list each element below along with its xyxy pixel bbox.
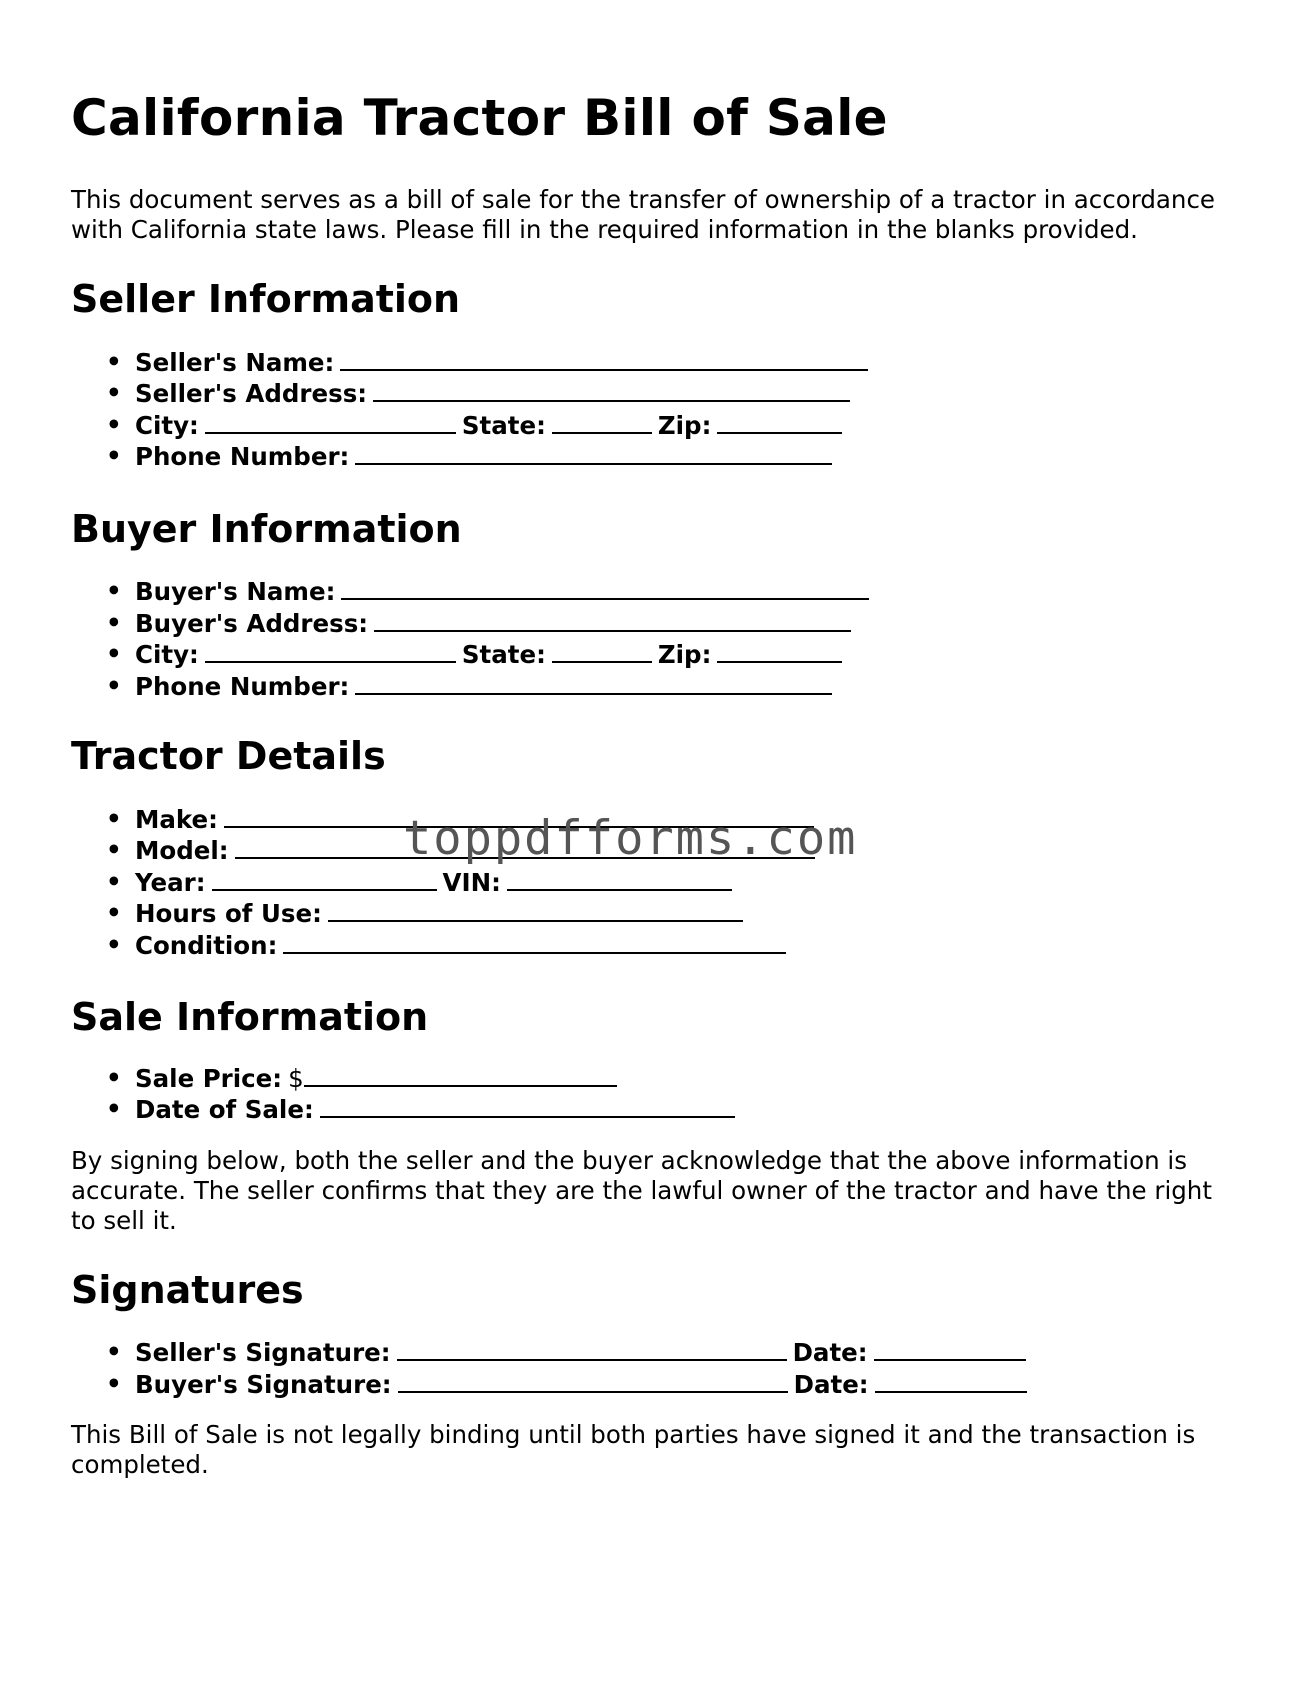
seller-state-label: State:	[461, 410, 546, 440]
tractor-vin-label: VIN:	[442, 867, 501, 897]
seller-city-field[interactable]	[205, 410, 456, 434]
buyer-name-item	[135, 576, 1241, 608]
sale-price-field[interactable]	[304, 1063, 617, 1087]
tractor-condition-item	[135, 930, 1241, 962]
buyer-phone-label: Phone Number:	[135, 671, 350, 701]
document-title: California Tractor Bill of Sale	[71, 89, 888, 147]
buyer-field-list	[71, 576, 1241, 702]
sale-price-currency: $	[288, 1063, 304, 1093]
seller-zip-label: Zip:	[657, 410, 712, 440]
tractor-make-label: Make:	[135, 804, 218, 834]
buyer-zip-label: Zip:	[657, 640, 712, 670]
buyer-address-field[interactable]	[374, 608, 851, 632]
sale-price-label: Sale Price:	[135, 1063, 283, 1093]
acknowledgement-paragraph: By signing below, both the seller and the buyer acknowledge that the above information is accurate. The seller confirms that they are the lawful owner of the tractor and have the right to sell it.	[71, 1145, 1212, 1235]
seller-phone-field[interactable]	[355, 441, 832, 465]
buyer-city-label: City:	[135, 640, 199, 670]
signature-field-list	[71, 1337, 1241, 1400]
seller-signature-date-field[interactable]	[874, 1337, 1026, 1361]
buyer-phone-item	[135, 671, 1241, 703]
seller-zip-field[interactable]	[717, 410, 842, 434]
seller-name-item	[135, 347, 1241, 379]
tractor-hours-item	[135, 898, 1241, 930]
sale-section-heading: Sale Information	[71, 995, 429, 1040]
seller-section-heading: Seller Information	[71, 277, 461, 321]
buyer-signature-field[interactable]	[398, 1369, 788, 1393]
buyer-signature-label: Buyer's Signature:	[135, 1369, 392, 1399]
sale-date-label: Date of Sale:	[135, 1095, 314, 1125]
seller-name-label: Seller's Name:	[135, 347, 335, 377]
buyer-section-heading: Buyer Information	[71, 506, 462, 551]
intro-paragraph: This document serves as a bill of sale for the transfer of ownership of a tractor in accordance with California state laws. Please fill in the required information in the blanks provided.	[71, 185, 1215, 244]
seller-signature-label: Seller's Signature:	[135, 1338, 391, 1368]
buyer-address-label: Buyer's Address:	[135, 608, 369, 638]
seller-name-field[interactable]	[340, 347, 868, 371]
sale-date-item	[135, 1094, 1241, 1126]
seller-phone-item	[135, 441, 1241, 473]
buyer-zip-field[interactable]	[717, 639, 842, 663]
tractor-year-field[interactable]	[212, 867, 437, 891]
seller-signature-item	[135, 1337, 1241, 1369]
buyer-signature-date-field[interactable]	[875, 1369, 1027, 1393]
buyer-state-label: State:	[461, 640, 546, 670]
tractor-model-label: Model:	[135, 836, 229, 866]
seller-address-field[interactable]	[373, 378, 850, 402]
footer-note: This Bill of Sale is not legally binding until both parties have signed it and the transaction is completed.	[71, 1420, 1196, 1480]
seller-field-list	[71, 347, 1241, 473]
signatures-section-heading: Signatures	[71, 1267, 304, 1312]
tractor-condition-field[interactable]	[283, 930, 786, 954]
watermark-text: toppdfforms.com	[403, 811, 858, 866]
buyer-city-item	[135, 639, 1241, 671]
seller-address-label: Seller's Address:	[135, 379, 368, 409]
seller-state-field[interactable]	[552, 410, 652, 434]
buyer-name-field[interactable]	[341, 576, 869, 600]
sale-price-item	[135, 1063, 1241, 1095]
seller-signature-date-label: Date:	[792, 1338, 868, 1368]
buyer-state-field[interactable]	[552, 639, 652, 663]
seller-phone-label: Phone Number:	[135, 442, 350, 472]
seller-signature-field[interactable]	[397, 1337, 787, 1361]
seller-city-item	[135, 410, 1241, 442]
seller-address-item	[135, 378, 1241, 410]
buyer-signature-date-label: Date:	[793, 1369, 869, 1399]
tractor-hours-field[interactable]	[328, 898, 743, 922]
tractor-year-item	[135, 867, 1241, 899]
tractor-hours-label: Hours of Use:	[135, 899, 322, 929]
buyer-name-label: Buyer's Name:	[135, 577, 336, 607]
tractor-vin-field[interactable]	[507, 867, 732, 891]
seller-city-label: City:	[135, 410, 199, 440]
buyer-city-field[interactable]	[205, 639, 456, 663]
tractor-condition-label: Condition:	[135, 930, 278, 960]
tractor-section-heading: Tractor Details	[71, 734, 386, 779]
buyer-phone-field[interactable]	[355, 671, 832, 695]
buyer-signature-item	[135, 1369, 1241, 1401]
buyer-address-item	[135, 608, 1241, 640]
tractor-year-label: Year:	[135, 867, 206, 897]
sale-field-list	[71, 1063, 1241, 1126]
sale-date-field[interactable]	[320, 1094, 735, 1118]
document-page	[71, 88, 1241, 1480]
